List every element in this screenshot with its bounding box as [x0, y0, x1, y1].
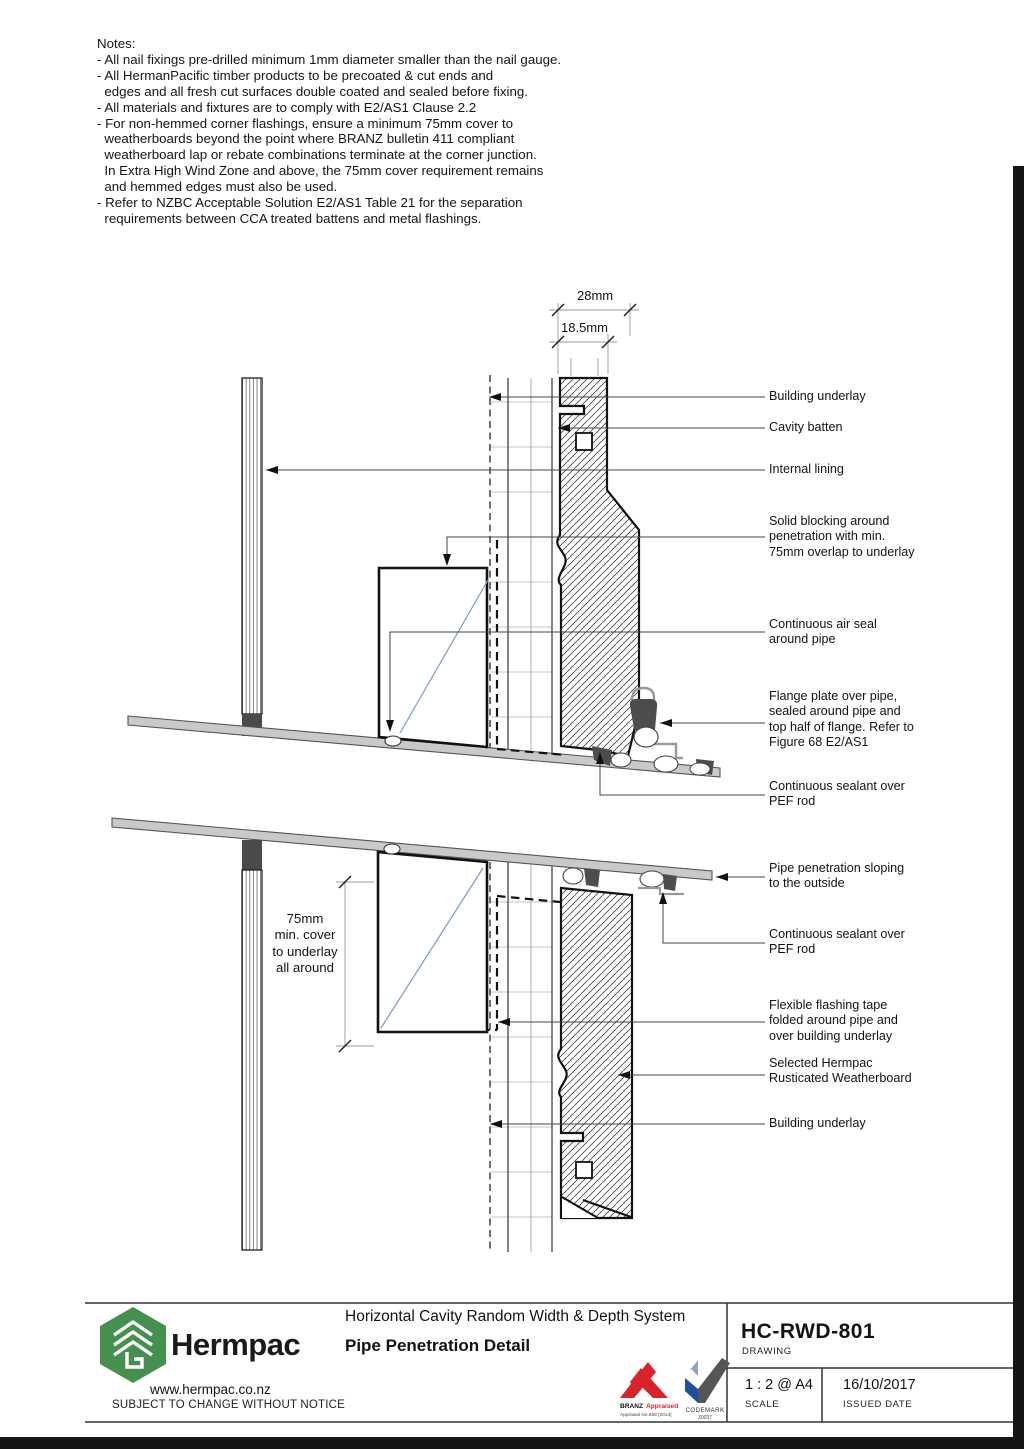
note-line: weatherboard lap or rebate combinations terminate at the corner junction. — [97, 147, 537, 163]
scale-label: SCALE — [745, 1399, 780, 1410]
pef-rod-lower-1 — [563, 868, 583, 884]
codemark-number: 30037 — [698, 1415, 712, 1421]
lower-detail — [112, 818, 712, 1252]
branz-mark-icon — [620, 1362, 668, 1398]
note-line: weatherboards beyond the point where BRANZ bulletin 411 compliant — [97, 131, 515, 147]
codemark-logo — [685, 1358, 730, 1421]
callout-cavity-batten: Cavity batten — [769, 420, 843, 434]
brand-wordmark: Hermpac — [171, 1327, 301, 1362]
notes-block — [97, 36, 561, 227]
branz-detail: Appraisal No.658 [2014] — [620, 1413, 672, 1418]
issued-date-label: ISSUED DATE — [843, 1399, 913, 1410]
callout-pipe-penetration: Pipe penetration sloping to the outside — [769, 861, 905, 891]
dimension-75mm-cover: 75mm min. cover to underlay all around — [272, 911, 338, 976]
note-line: - All nail fixings pre-drilled minimum 1mm diameter smaller than the nail gauge. — [97, 51, 562, 67]
solid-blocking-lower — [378, 852, 487, 1032]
callout-flexible-flashing-tape: Flexible flashing tape folded around pipe and over building underlay — [769, 998, 898, 1043]
note-line: - Refer to NZBC Acceptable Solution E2/AS1 Table 21 for the separation — [97, 195, 523, 211]
pef-rod-lower-2 — [640, 871, 664, 887]
issued-date-value: 16/10/2017 — [843, 1377, 916, 1393]
hermpac-hexagon — [100, 1307, 166, 1383]
air-seal-bead-upper — [385, 736, 401, 746]
codemark-check-light — [690, 1360, 698, 1376]
system-title: Horizontal Cavity Random Width & Depth System — [345, 1308, 686, 1325]
callout-solid-blocking: Solid blocking around penetration with min. 75mm overlap to underlay — [769, 514, 915, 559]
note-line: requirements between CCA treated battens and metal flashings. — [97, 210, 482, 226]
framing-lines-upper — [491, 378, 552, 755]
pef-rod-upper-2 — [611, 753, 631, 767]
cavity-batten-square-lower — [576, 1162, 592, 1178]
branz-appraised-logo — [620, 1362, 678, 1418]
codemark-check-grey — [698, 1358, 730, 1403]
air-seal-bead-lower — [384, 844, 400, 854]
note-line: and hemmed edges must also be used. — [97, 179, 338, 195]
drawing-number: HC-RWD-801 — [741, 1320, 876, 1343]
weatherboard-hatch-lower — [558, 888, 632, 1218]
drawing-number-label: DRAWING — [742, 1346, 792, 1357]
weatherboard-hatch-upper — [557, 378, 639, 756]
pef-rod-upper-4 — [690, 763, 710, 775]
note-line: edges and all fresh cut surfaces double coated and sealed before fixing. — [97, 83, 528, 99]
drawing-title: Pipe Penetration Detail — [345, 1336, 531, 1355]
note-line: - All materials and fixtures are to comply with E2/AS1 Clause 2.2 — [97, 99, 477, 115]
branz-name: BRANZ — [620, 1403, 644, 1410]
pef-rod-upper — [634, 727, 658, 747]
branz-status: Appraised — [646, 1403, 679, 1410]
sealant-blob-lower-2 — [663, 874, 677, 891]
notes-title: Notes: — [97, 36, 136, 51]
solid-blocking-upper — [379, 568, 487, 747]
scale-value: 1 : 2 @ A4 — [745, 1377, 813, 1393]
pef-rod-upper-3 — [654, 756, 678, 772]
cavity-batten-square-upper — [576, 433, 592, 450]
callout-continuous-sealant-upper: Continuous sealant over PEF rod — [769, 779, 905, 809]
dimension-28mm: 28mm — [577, 288, 614, 303]
note-line: - All HermanPacific timber products to be precoated & cut ends and — [97, 67, 494, 83]
sealant-blob-lower-1 — [584, 868, 600, 887]
note-line: In Extra High Wind Zone and above, the 75mm cover requirement remains — [97, 163, 544, 179]
callout-internal-lining: Internal lining — [769, 462, 844, 476]
codemark-name: CODEMARK — [685, 1407, 725, 1414]
leader-lines — [266, 393, 765, 1128]
dimension-18-5mm: 18.5mm — [561, 320, 608, 335]
callout-selected-weatherboard: Selected Hermpac Rusticated Weatherboard — [769, 1056, 912, 1086]
callout-continuous-sealant-lower: Continuous sealant over PEF rod — [769, 927, 905, 957]
callout-continuous-air-seal: Continuous air seal around pipe — [769, 617, 877, 647]
callout-building-underlay-lower: Building underlay — [769, 1116, 866, 1130]
upper-detail — [128, 303, 720, 777]
codemark-check-blue — [685, 1378, 698, 1403]
hermpac-logo — [100, 1307, 166, 1383]
disclaimer-text: SUBJECT TO CHANGE WITHOUT NOTICE — [112, 1399, 346, 1411]
flange-outline-lower — [638, 888, 684, 894]
note-line: - For non-hemmed corner flashings, ensure a minimum 75mm cover to — [97, 115, 514, 131]
callout-building-underlay-upper: Building underlay — [769, 389, 866, 403]
framing-lines-lower — [491, 862, 552, 1252]
callout-flange-plate: Flange plate over pipe, sealed around pipe and top half of flange. Refer to Figure 68 E2/AS1 — [769, 689, 914, 750]
website-text: www.hermpac.co.nz — [150, 1382, 271, 1397]
internal-lining-section — [242, 378, 262, 714]
flashing-tape-line-lower — [481, 896, 560, 1030]
air-seal-block-lower — [242, 840, 262, 870]
